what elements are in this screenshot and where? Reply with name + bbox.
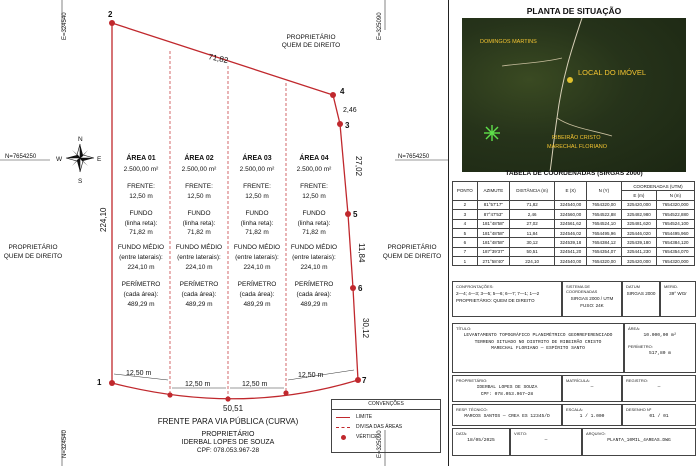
- svg-text:(cada área):: (cada área):: [181, 291, 217, 298]
- svg-text:PERÍMETRO: PERÍMETRO: [179, 281, 219, 288]
- dim-top: 71,82: [207, 52, 230, 66]
- dim-front-4: 12,50 m: [298, 372, 324, 379]
- svg-text:(entre laterais):: (entre laterais):: [119, 254, 163, 261]
- dim-front-3: 12,50 m: [242, 381, 268, 388]
- file-box: ARQUIVO: PLANTA_10MIL_4AREAS.DWG: [582, 428, 696, 456]
- owner-north-2: QUEM DE DIREITO: [281, 42, 341, 49]
- vertex-2: [109, 20, 115, 26]
- coord-cell: 324546,02: [555, 228, 587, 237]
- svg-text:FRENTE:: FRENTE:: [300, 183, 328, 190]
- svg-text:2.500,00 m²: 2.500,00 m²: [123, 166, 159, 173]
- technician-box: RESP. TÉCNICO: MARCOS SANTOS — CREA ES 12345/D: [452, 404, 562, 426]
- svg-text:12,50 m: 12,50 m: [129, 193, 153, 200]
- svg-text:12,50 m: 12,50 m: [187, 193, 211, 200]
- svg-text:(cada área):: (cada área):: [239, 291, 275, 298]
- vertex-front-c: [283, 390, 288, 395]
- svg-text:FUNDO: FUNDO: [129, 210, 153, 217]
- svg-text:489,29 m: 489,29 m: [185, 301, 213, 308]
- coord-cell: 324561,62: [555, 219, 587, 228]
- svg-text:PERÍMETRO: PERÍMETRO: [237, 281, 277, 288]
- svg-text:71,82 m: 71,82 m: [302, 229, 326, 236]
- svg-text:FUNDO MÉDIO: FUNDO MÉDIO: [175, 244, 223, 251]
- vertex-label-6: 6: [358, 284, 363, 293]
- legend-vertex-swatch: [341, 435, 346, 440]
- coord-cell: 7654524,100: [656, 219, 694, 228]
- north-arrow-icon: [66, 144, 94, 172]
- svg-text:71,82 m: 71,82 m: [245, 229, 269, 236]
- datum-box: DATUM SIRGAS 2000: [622, 281, 660, 317]
- coord-body: [453, 200, 695, 266]
- coord-cell: 7654495,960: [656, 228, 694, 237]
- coord-cell: 324560,00: [555, 210, 587, 219]
- coord-cell: 324540,00: [555, 257, 587, 266]
- map-label-domingos: DOMINGOS MARTINS: [480, 39, 537, 45]
- legend-division-swatch: [336, 427, 350, 428]
- area-block-1: [118, 153, 164, 308]
- area-block-3: [234, 153, 280, 308]
- compass-w: W: [56, 156, 63, 163]
- coord-row: [453, 210, 695, 219]
- coord-cell: 87°47'53": [477, 210, 509, 219]
- svg-text:FRENTE:: FRENTE:: [243, 183, 271, 190]
- svg-text:71,82 m: 71,82 m: [187, 229, 211, 236]
- confrontations-box: CONFRONTAÇÕES: 2—4; 4—3; 3—5; 5—6; 6—7; 7—1; 1—2 PROPRIETÁRIO: QUEM DE DIREITO: [452, 281, 562, 317]
- svg-text:(linha reta):: (linha reta):: [182, 220, 216, 227]
- coord-row: [453, 200, 695, 209]
- grid-east-bottom-left: N=324540: [62, 430, 68, 458]
- svg-text:(entre laterais):: (entre laterais):: [235, 254, 279, 261]
- vertex-1: [109, 380, 115, 386]
- location-star-icon: [484, 125, 500, 141]
- coord-header: E (X): [555, 182, 587, 201]
- coord-cell: 1: [453, 257, 478, 266]
- coord-cell: 30,12: [509, 238, 554, 247]
- svg-text:FUNDO MÉDIO: FUNDO MÉDIO: [290, 244, 338, 251]
- legend-limit-swatch: [336, 417, 350, 418]
- registration-box: MATRÍCULA: —: [562, 375, 622, 402]
- coord-cell: 224,10: [509, 257, 554, 266]
- meridian-box: MERID. 39° WGr: [660, 281, 696, 317]
- coord-cell: 325441,230: [621, 247, 656, 256]
- grid-north-left: N=7654250: [5, 154, 37, 160]
- svg-text:ÁREA 04: ÁREA 04: [299, 155, 329, 162]
- coord-cell: 81°57'17": [477, 200, 509, 209]
- owner-east-1: PROPRIETÁRIO: [387, 244, 437, 251]
- situation-title: PLANTA DE SITUAÇÃO: [526, 6, 622, 16]
- legend-title: CONVENÇÕES: [332, 400, 440, 410]
- svg-text:12,50 m: 12,50 m: [245, 193, 269, 200]
- dim-3-4: 2,46: [343, 107, 357, 114]
- coord-header: DISTÂNCIA (m): [509, 182, 554, 201]
- legend-item-limit: LIMITE: [356, 414, 373, 420]
- coord-table-title: TABELA DE COORDENADAS (SIRGAS 2000): [505, 170, 643, 177]
- coord-cell: 181°48'58": [477, 219, 509, 228]
- svg-text:ÁREA 02: ÁREA 02: [184, 155, 214, 162]
- svg-text:(entre laterais):: (entre laterais):: [177, 254, 221, 261]
- svg-text:(linha reta):: (linha reta):: [240, 220, 274, 227]
- svg-text:ÁREA 03: ÁREA 03: [242, 155, 272, 162]
- svg-text:ÁREA 01: ÁREA 01: [126, 155, 156, 162]
- coord-cell: 7654524,10: [586, 219, 621, 228]
- vertex-label-1: 1: [97, 378, 102, 387]
- coord-row: [453, 238, 695, 247]
- svg-text:2.500,00 m²: 2.500,00 m²: [296, 166, 332, 173]
- coord-cell: 7654354,07: [586, 247, 621, 256]
- vertex-6: [350, 285, 356, 291]
- coord-row: [453, 219, 695, 228]
- coord-cell: 27,02: [509, 219, 554, 228]
- vertex-label-7: 7: [362, 376, 367, 385]
- svg-text:FUNDO: FUNDO: [245, 210, 269, 217]
- coord-row: [453, 247, 695, 256]
- record-box: REGISTRO: —: [622, 375, 696, 402]
- map-label-marechal: MARECHAL FLORIANO: [547, 144, 608, 150]
- grid-east-top-right: E=325090: [377, 12, 383, 40]
- svg-text:FUNDO MÉDIO: FUNDO MÉDIO: [117, 244, 165, 251]
- svg-text:(entre laterais):: (entre laterais):: [292, 254, 336, 261]
- dim-5-6: 11,84: [357, 243, 366, 263]
- coord-header: N (Y): [586, 182, 621, 201]
- coord-header: E (m): [621, 191, 656, 200]
- compass-n: N: [78, 136, 83, 143]
- legend-item-vertex: VÉRTICE: [356, 434, 378, 440]
- coord-cell: 7654320,00: [586, 257, 621, 266]
- dim-west: 224,10: [99, 207, 108, 232]
- coord-cell: 5: [453, 228, 478, 237]
- vertex-label-4: 4: [340, 87, 345, 96]
- coord-cell: 7654384,120: [656, 238, 694, 247]
- coord-cell: 325481,620: [621, 219, 656, 228]
- svg-text:489,29 m: 489,29 m: [243, 301, 271, 308]
- date-box: DATA: 18/05/2025: [452, 428, 510, 456]
- coord-cell: 3: [453, 210, 478, 219]
- compass-e: E: [97, 156, 102, 163]
- scale-box: ESCALA: 1 / 1.000: [562, 404, 622, 426]
- legend-item-division: DIVISA DAS ÁREAS: [356, 424, 403, 430]
- coord-cell: 325439,180: [621, 238, 656, 247]
- area-block-2: [176, 153, 222, 308]
- coord-cell: 187°39'37": [477, 247, 509, 256]
- svg-text:2.500,00 m²: 2.500,00 m²: [181, 166, 217, 173]
- vertex-3: [337, 121, 343, 127]
- coord-cell: 7654354,070: [656, 247, 694, 256]
- svg-text:(cada área):: (cada área):: [123, 291, 159, 298]
- vertex-label-3: 3: [345, 121, 350, 130]
- coord-cell: 271°58'40": [477, 257, 509, 266]
- coord-cell: 324541,20: [555, 247, 587, 256]
- coord-cell: 7: [453, 247, 478, 256]
- coord-cell: 7654384,12: [586, 238, 621, 247]
- legend: [331, 399, 441, 453]
- grid-north-right: N=7654250: [398, 154, 430, 160]
- dim-6-7: 30,12: [361, 318, 370, 339]
- coord-header: AZIMUTE: [477, 182, 509, 201]
- svg-text:224,10 m: 224,10 m: [127, 264, 155, 271]
- svg-text:PERÍMETRO: PERÍMETRO: [294, 281, 334, 288]
- drawing-number-box: DESENHO Nº 01 / 01: [622, 404, 696, 426]
- coord-cell: 50,51: [509, 247, 554, 256]
- owner-box: PROPRIETÁRIO: IDERBAL LOPES DE SOUZA CPF: 078.053.967—28: [452, 375, 562, 402]
- coord-system-box: SISTEMA DE COORDENADAS SIRGAS 2000 / UTM FUSO: 24K: [562, 281, 622, 317]
- owner-north-1: PROPRIETÁRIO: [286, 34, 336, 41]
- coord-row: [453, 228, 695, 237]
- vertex-7: [355, 377, 361, 383]
- coord-cell: 7654320,000: [656, 200, 694, 209]
- svg-text:FUNDO MÉDIO: FUNDO MÉDIO: [233, 244, 281, 251]
- svg-text:489,29 m: 489,29 m: [300, 301, 328, 308]
- svg-text:2.500,00 m²: 2.500,00 m²: [239, 166, 275, 173]
- dim-front-2: 12,50 m: [185, 381, 211, 388]
- coord-cell: 181°48'58": [477, 228, 509, 237]
- coord-cell: 71,82: [509, 200, 554, 209]
- title-box: TÍTULO: LEVANTAMENTO TOPOGRÁFICO PLANIMÉTRICO GEORREFERENCIADO TERRENO SITUADO NO DISTRITO DE RIBEIRÃO CRISTO MARECHAL FLORIANO — ESPÍRITO SANTO: [452, 323, 624, 373]
- owner-bottom-name: IDERBAL LOPES DE SOUZA: [181, 439, 275, 446]
- dim-front-1: 12,50 m: [126, 370, 152, 377]
- approval-box: VISTO: —: [510, 428, 582, 456]
- area-box: ÁREA: 10.000,00 m² PERÍMETRO: 517,80 m: [624, 323, 696, 373]
- coord-header: COORDENADAS (UTM): [621, 182, 694, 191]
- coord-cell: 324539,18: [555, 238, 587, 247]
- vertex-label-2: 2: [108, 10, 113, 19]
- coord-cell: 11,84: [509, 228, 554, 237]
- coord-cell: 325446,020: [621, 228, 656, 237]
- svg-text:PERÍMETRO: PERÍMETRO: [121, 281, 161, 288]
- area-block-4: [291, 153, 337, 308]
- coord-cell: 2: [453, 200, 478, 209]
- coord-cell: 181°48'58": [477, 238, 509, 247]
- svg-text:224,10 m: 224,10 m: [243, 264, 271, 271]
- coord-row: [453, 257, 695, 266]
- coord-cell: 325420,000: [621, 257, 656, 266]
- svg-text:FRENTE:: FRENTE:: [127, 183, 155, 190]
- svg-text:489,29 m: 489,29 m: [127, 301, 155, 308]
- grid-east-bottom-right: E=325090: [377, 430, 383, 458]
- vertex-label-5: 5: [353, 210, 358, 219]
- front-label: FRENTE PARA VIA PÚBLICA (CURVA): [157, 417, 299, 426]
- coord-cell: 7654522,880: [656, 210, 694, 219]
- map-label-local: LOCAL DO IMÓVEL: [578, 68, 647, 77]
- owner-bottom-title: PROPRIETÁRIO: [201, 431, 255, 438]
- owner-bottom-cpf: CPF: 078.053.967-28: [196, 447, 260, 454]
- svg-text:224,10 m: 224,10 m: [300, 264, 328, 271]
- coord-cell: 325420,000: [621, 200, 656, 209]
- map-label-ribeirao: RIBEIRÃO CRISTO: [552, 135, 601, 141]
- coord-cell: 2,46: [509, 210, 554, 219]
- coord-cell: 7654495,96: [586, 228, 621, 237]
- coord-header: PONTO: [453, 182, 478, 201]
- svg-text:(cada área):: (cada área):: [296, 291, 332, 298]
- svg-text:12,50 m: 12,50 m: [302, 193, 326, 200]
- svg-text:FUNDO: FUNDO: [187, 210, 211, 217]
- coord-cell: 324540,00: [555, 200, 587, 209]
- svg-text:(linha reta):: (linha reta):: [124, 220, 158, 227]
- owner-west-2: QUEM DE DIREITO: [3, 253, 63, 260]
- grid-east-top-left: E=324540: [62, 12, 68, 40]
- svg-text:FRENTE:: FRENTE:: [185, 183, 213, 190]
- coord-cell: 325482,980: [621, 210, 656, 219]
- svg-text:FUNDO: FUNDO: [302, 210, 326, 217]
- dim-bottom: 50,51: [223, 404, 244, 413]
- coord-cell: 6: [453, 238, 478, 247]
- coord-cell: 7654320,00: [586, 200, 621, 209]
- coord-cell: 7654522,88: [586, 210, 621, 219]
- owner-east-2: QUEM DE DIREITO: [382, 253, 442, 260]
- vertex-4: [330, 92, 336, 98]
- coord-cell: 7654320,000: [656, 257, 694, 266]
- coord-table: [452, 181, 695, 266]
- vertex-5: [345, 211, 351, 217]
- vertex-front-a: [167, 392, 172, 397]
- svg-text:71,82 m: 71,82 m: [129, 229, 153, 236]
- coord-header: N (m): [656, 191, 694, 200]
- owner-west-1: PROPRIETÁRIO: [8, 244, 58, 251]
- coord-cell: 4: [453, 219, 478, 228]
- svg-text:(linha reta):: (linha reta):: [297, 220, 331, 227]
- dim-3-5: 27,02: [354, 156, 363, 177]
- compass-s: S: [78, 178, 83, 185]
- svg-text:224,10 m: 224,10 m: [185, 264, 213, 271]
- situation-map: [462, 18, 686, 172]
- vertex-front-b: [225, 396, 230, 401]
